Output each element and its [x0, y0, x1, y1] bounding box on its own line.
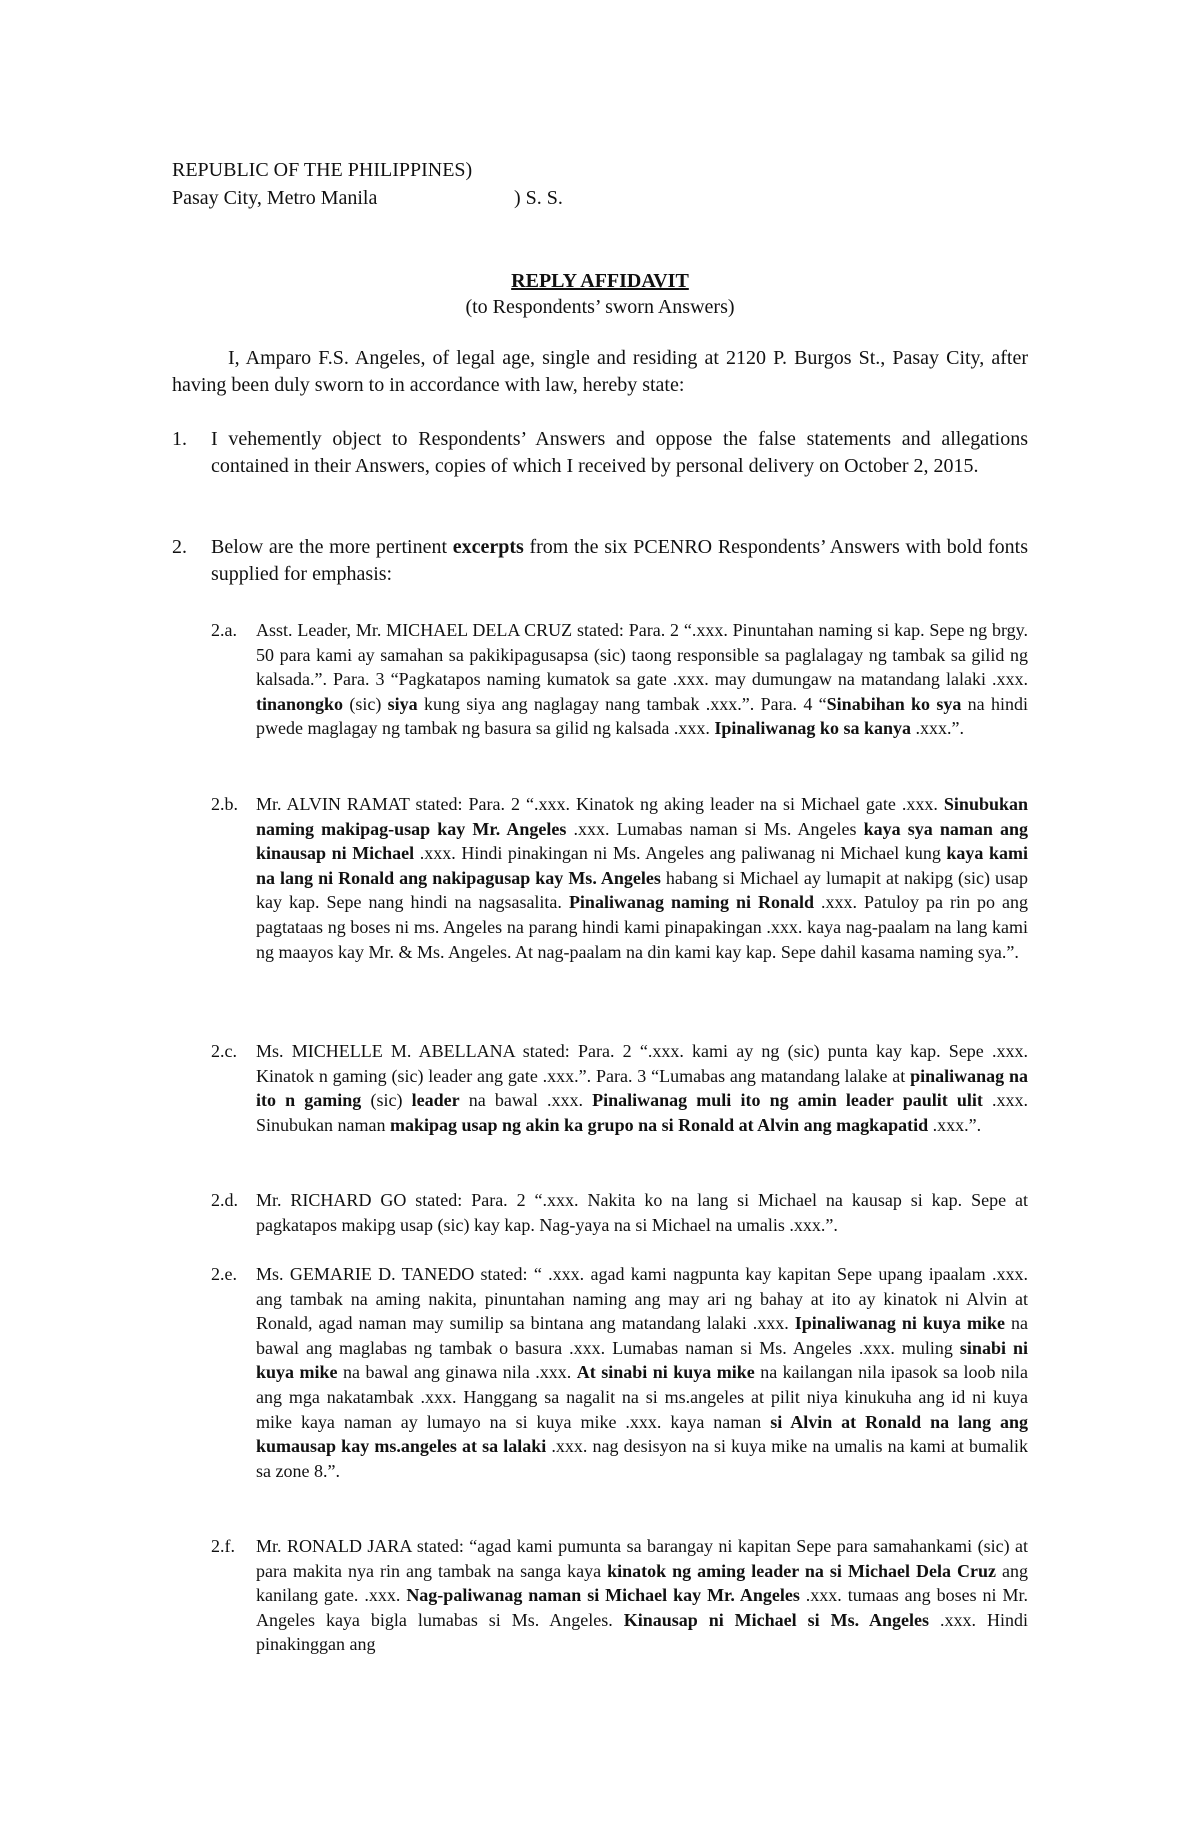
venue-country: REPUBLIC OF THE PHILIPPINES)	[172, 159, 473, 181]
excerpt-text: Asst. Leader, Mr. MICHAEL DELA CRUZ stated: Para. 2 “.xxx. Pinuntahan naming si kap. Sepe ng brgy. 50 para kami ay samahan sa pakikipagusapsa (sic) taong responsible sa paglalagay ng tambak sa gilid ng kalsada.”. Para. 3 “Pagkatapos naming kumatok sa gate .xxx. may dumungaw na matandang lalaki .xxx. tinanongko (sic) siya kung siya ang naglagay nang tambak .xxx.”. Para. 4 “Sinabihan ko sya na hindi pwede maglagay ng tambak ng basura sa gilid ng kalsada .xxx. Ipinaliwanag ko sa kanya .xxx.”.	[256, 620, 1028, 739]
excerpt-text: Ms. GEMARIE D. TANEDO stated: “ .xxx. agad kami nagpunta kay kapitan Sepe upang ipaalam .xxx. ang tambak na aming nakita, pinuntahan naming ang may ari ng bahay at ito ay kinatok ni Alvin at Ronald, agad naman may sumilip sa bintana ang matandang lalaki .xxx. Ipinaliwanag ni kuya mike na bawal ang maglabas ng tambak o basura .xxx. Lumabas naman si Ms. Angeles .xxx. muling sinabi ni kuya mike na bawal ang ginawa nila .xxx. At sinabi ni kuya mike na kailangan nila ipasok sa loob nila ang mga nakatambak .xxx. Hanggang sa nagalit na si ms.angeles at pilit niya kinukuha ang id ni kuya mike kaya naman ay lumayo na si kuya mike .xxx. kaya naman si Alvin at Ronald na lang ang kumausap kay ms.angeles at sa lalaki .xxx. nag desisyon na si kuya mike na umalis na kami at bumalik sa zone 8.”.	[256, 1264, 1028, 1481]
venue-city: Pasay City, Metro Manila	[172, 187, 378, 209]
excerpt-number: 2.d.	[211, 1190, 238, 1210]
excerpt-2a	[211, 618, 1028, 741]
venue-ss: ) S. S.	[514, 187, 563, 209]
title-block	[0, 268, 1200, 320]
excerpt-number: 2.f.	[211, 1536, 235, 1556]
document-title: REPLY AFFIDAVIT	[511, 270, 689, 292]
excerpt-text: Mr. RONALD JARA stated: “agad kami pumunta sa barangay ni kapitan Sepe para samahankami (sic) at para makita nya rin ang tambak na sanga kaya kinatok ng aming leader na si Michael Dela Cruz ang kanilang gate. .xxx. Nag-paliwanag naman si Michael kay Mr. Angeles .xxx. tumaas ang boses ni Mr. Angeles kaya bigla lumabas si Ms. Angeles. Kinausap ni Michael si Ms. Angeles .xxx. Hindi pinakinggan ang	[256, 1536, 1028, 1655]
paragraph-text: I vehemently object to Respondents’ Answers and oppose the false statements and allegations contained in their Answers, copies of which I received by personal delivery on October 2, 2015.	[211, 428, 1028, 477]
excerpt-number: 2.e.	[211, 1264, 237, 1284]
excerpt-2b	[211, 792, 1028, 964]
paragraph-text: Below are the more pertinent excerpts from the six PCENRO Respondents’ Answers with bold fonts supplied for emphasis:	[211, 536, 1028, 585]
excerpt-text: Mr. ALVIN RAMAT stated: Para. 2 “.xxx. Kinatok ng aking leader na si Michael gate .xxx. Sinubukan naming makipag-usap kay Mr. Angeles .xxx. Lumabas naman si Ms. Angeles kaya sya naman ang kinausap ni Michael .xxx. Hindi pinakingan ni Ms. Angeles ang paliwanag ni Michael kung kaya kami na lang ni Ronald ang nakipagusap kay Ms. Angeles habang si Michael ay lumapit at nakipg (sic) usap kay kap. Sepe nang hindi na nagsasalita. Pinaliwanag naming ni Ronald .xxx. Patuloy pa rin po ang pagtataas ng boses ni ms. Angeles na parang hindi kami pinapakingan .xxx. kaya nag-paalam na lang kami ng maayos kay Mr. & Ms. Angeles. At nag-paalam na din kami kay kap. Sepe dahil kasama naming sya.”.	[256, 794, 1028, 962]
intro-paragraph	[172, 345, 1028, 399]
excerpt-text: Mr. RICHARD GO stated: Para. 2 “.xxx. Nakita ko na lang si Michael na kausap si kap. Sepe at pagkatapos makipg usap (sic) kay kap. Nag-yaya na si Michael na umalis .xxx.”.	[256, 1190, 1028, 1235]
excerpt-text: Ms. MICHELLE M. ABELLANA stated: Para. 2 “.xxx. kami ay ng (sic) punta kay kap. Sepe .xxx. Kinatok n gaming (sic) leader ang gate .xxx.”. Para. 3 “Lumabas ang matandang lalake at pinaliwanag na ito n gaming (sic) leader na bawal .xxx. Pinaliwanag muli ito ng amin leader paulit ulit .xxx. Sinubukan naman makipag usap ng akin ka grupo na si Ronald at Alvin ang magkapatid .xxx.”.	[256, 1041, 1029, 1135]
excerpt-number: 2.a.	[211, 620, 237, 640]
excerpt-2c	[211, 1039, 1028, 1137]
venue-block	[172, 156, 563, 212]
excerpt-number: 2.b.	[211, 794, 238, 814]
excerpt-2d	[211, 1188, 1028, 1237]
document-subtitle: (to Respondents’ sworn Answers)	[465, 296, 735, 318]
excerpt-2e	[211, 1262, 1028, 1483]
paragraph-number: 1.	[172, 428, 187, 450]
excerpt-2f	[211, 1534, 1028, 1657]
excerpt-number: 2.c.	[211, 1041, 237, 1061]
paragraph-1	[172, 426, 1028, 480]
intro-text: I, Amparo F.S. Angeles, of legal age, single and residing at 2120 P. Burgos St., Pasay City, after having been duly sworn to in accordance with law, hereby state:	[172, 347, 1028, 396]
paragraph-2	[172, 534, 1028, 588]
paragraph-number: 2.	[172, 536, 187, 558]
